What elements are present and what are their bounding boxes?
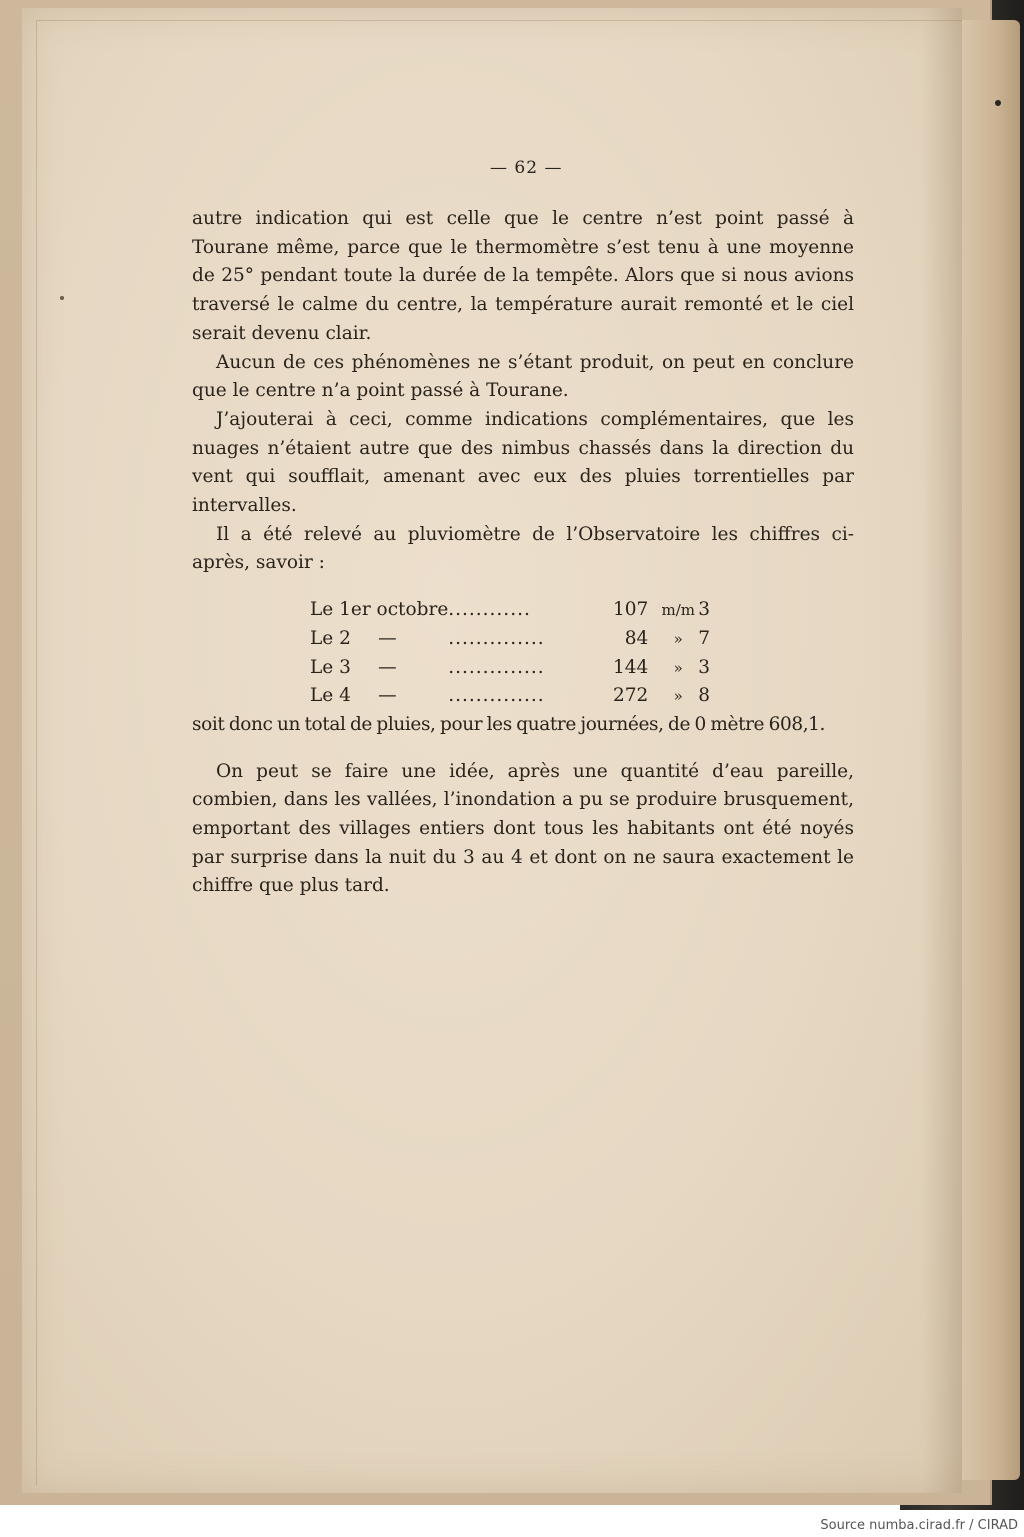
rainfall-total: soit donc un total de pluies, pour les quatre journées, de 0 mètre 608,1.	[192, 713, 826, 735]
fold-shadow	[922, 8, 962, 1493]
row-unit: m/m	[661, 601, 696, 620]
table-row	[310, 625, 728, 654]
row-value: 144	[612, 656, 649, 678]
table-row	[310, 596, 728, 625]
row-decimal: 3	[698, 599, 711, 621]
row-dots: ..............	[448, 627, 545, 649]
paper-speck	[60, 296, 64, 300]
row-label: Le 4	[310, 685, 351, 707]
paragraph-2: Aucun de ces phénomènes ne s’étant produit, on peut en conclure que le centre n’a point passé à Tourane.	[192, 351, 854, 402]
row-dash: —	[378, 627, 397, 649]
page-number: — 62 —	[490, 158, 563, 178]
row-unit: »	[673, 687, 683, 706]
row-dash: —	[378, 685, 397, 707]
row-unit: »	[673, 629, 683, 648]
row-value: 84	[624, 627, 649, 649]
row-value: 272	[612, 685, 649, 707]
row-label: Le 1er octobre	[310, 599, 449, 621]
row-decimal: 3	[698, 656, 711, 678]
table-row	[310, 682, 728, 711]
row-dots: ............	[448, 599, 531, 621]
row-dash: —	[378, 656, 397, 678]
row-dots: ..............	[448, 656, 545, 678]
row-unit: »	[673, 658, 683, 677]
paper-speck	[995, 100, 1001, 106]
underlying-page-edge	[960, 20, 1020, 1480]
paragraph-4: Il a été relevé au pluviomètre de l’Observatoire les chiffres ci-après, savoir :	[192, 523, 854, 574]
row-label: Le 2	[310, 627, 351, 649]
paragraph-3: J’ajouterai à ceci, comme indications complémentaires, que les nuages n’étaient autre que des nimbus chassés dans la direction du vent qui soufflait, amenant avec eux des pluies torrentielles par intervalles.	[192, 408, 854, 517]
page-body	[192, 205, 854, 901]
row-value: 107	[612, 599, 649, 621]
closing-paragraph: On peut se faire une idée, après une quantité d’eau pareille, combien, dans les vallées, l’inondation a pu se produire brusquement, emportant des villages entiers dont tous les habitants ont été noyés par surprise dans la nuit du 3 au 4 et dont on ne saura exactement le chiffre que plus tard.	[192, 760, 854, 897]
source-credit: Source numba.cirad.fr / CIRAD	[820, 1518, 1018, 1533]
table-row	[310, 654, 728, 683]
row-dots: ..............	[448, 685, 545, 707]
row-decimal: 7	[698, 627, 711, 649]
paragraph-1: autre indication qui est celle que le centre n’est point passé à Tourane même, parce que le thermomètre s’est tenu à une moyenne de 25° pendant toute la durée de la tempête. Alors que si nous avions traversé le calme du centre, la température aurait remonté et le ciel serait devenu clair.	[192, 208, 854, 344]
row-label: Le 3	[310, 656, 351, 678]
rainfall-table	[310, 596, 728, 711]
row-decimal: 8	[698, 685, 711, 707]
